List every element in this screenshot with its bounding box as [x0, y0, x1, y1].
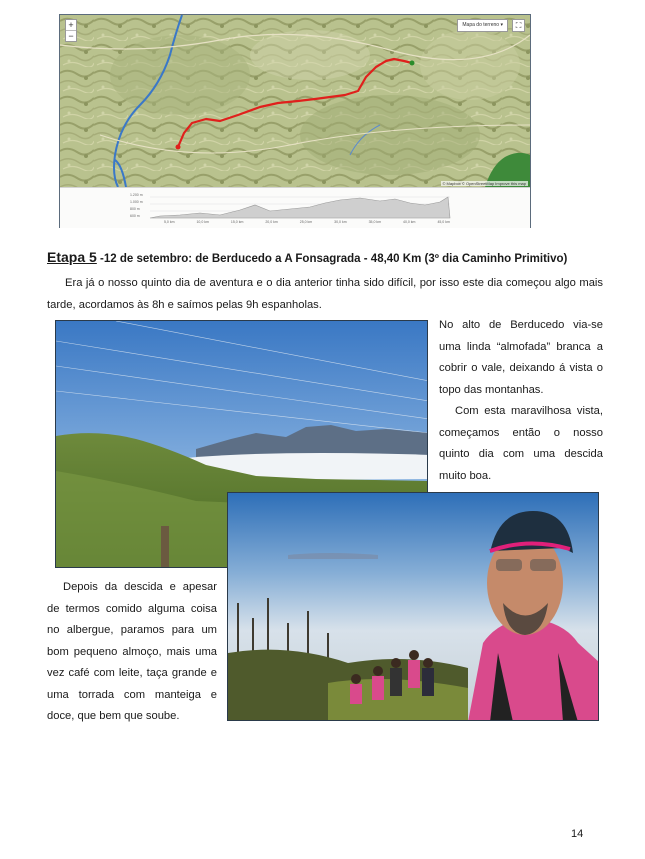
elev-x-label: 20,0 km	[265, 220, 278, 224]
elev-y-label: 1.000 m	[130, 200, 143, 204]
elev-x-label: 45,0 km	[437, 220, 450, 224]
stage-route-start: Berducedo	[211, 253, 272, 265]
map-attribution: © Mapbox © OpenStreetMap Improve this map	[442, 181, 526, 186]
stage-heading	[47, 249, 567, 265]
page-number: 14	[571, 828, 584, 840]
zoom-in-button[interactable]: +	[68, 20, 74, 30]
route-end-marker	[410, 61, 415, 66]
elev-x-label: 40,0 km	[403, 220, 416, 224]
elevation-profile	[60, 187, 530, 228]
fog-text-end: via-se uma linda “almofada” branca a cobrir o vale, deixando á vista o topo das montanhas.	[439, 319, 603, 396]
breakfast-paragraph: Depois da descida e apesar de termos comido alguma coisa no albergue, paramos para um bom pequeno almoço, mais uma vez café com leite, taça grande e uma torrada com manteiga e doce, que bem que soube.	[47, 581, 217, 722]
fullscreen-icon[interactable]: ⛶	[512, 19, 525, 32]
stage-title: Etapa 5	[47, 249, 97, 265]
route-map[interactable]	[59, 14, 531, 228]
elev-x-label: 15,0 km	[230, 220, 244, 224]
elevation-area	[150, 197, 450, 218]
map-type-select[interactable]: Mapa do terreno ▾	[457, 19, 508, 32]
elev-y-label: 800 m	[130, 207, 140, 211]
map-type-label: Mapa do terreno	[462, 22, 500, 28]
elev-y-label: 1.200 m	[130, 193, 143, 197]
map-view[interactable]	[60, 15, 530, 187]
cyclists-selfie-photo	[227, 492, 599, 721]
elev-x-label: 25,0 km	[299, 220, 313, 224]
intro-paragraph: Era já o nosso quinto dia de aventura e o dia anterior tinha sido difícil, por isso este dia começou algo mais tarde, acordamos às 8h e saímos pelas 9h espanholas.	[47, 277, 603, 311]
elev-x-label: 5,0 km	[164, 220, 175, 224]
zoom-control[interactable]	[65, 19, 77, 42]
fog-paragraph	[439, 315, 603, 401]
stage-route-prefix: de	[195, 253, 209, 265]
fog-text-start: No alto de	[439, 319, 511, 331]
zoom-out-button[interactable]: −	[66, 30, 76, 41]
stage-date: -12 de setembro:	[100, 253, 193, 265]
right-text-column	[439, 315, 603, 487]
route-start-marker	[176, 145, 181, 150]
place-berducedo: Berducedo	[510, 319, 565, 331]
elev-y-label: 600 m	[130, 214, 140, 218]
elev-x-label: 10,0 km	[196, 220, 209, 224]
elev-x-label: 35,0 km	[368, 220, 382, 224]
descent-paragraph: Com esta maravilhosa vista, começamos então o nosso quinto dia com uma descida muito boa.	[439, 405, 603, 482]
elev-x-label: 30,0 km	[334, 220, 347, 224]
stage-route-rest: a A Fonsagrada - 48,40 Km (3º dia Caminho Primitivo)	[275, 253, 568, 265]
